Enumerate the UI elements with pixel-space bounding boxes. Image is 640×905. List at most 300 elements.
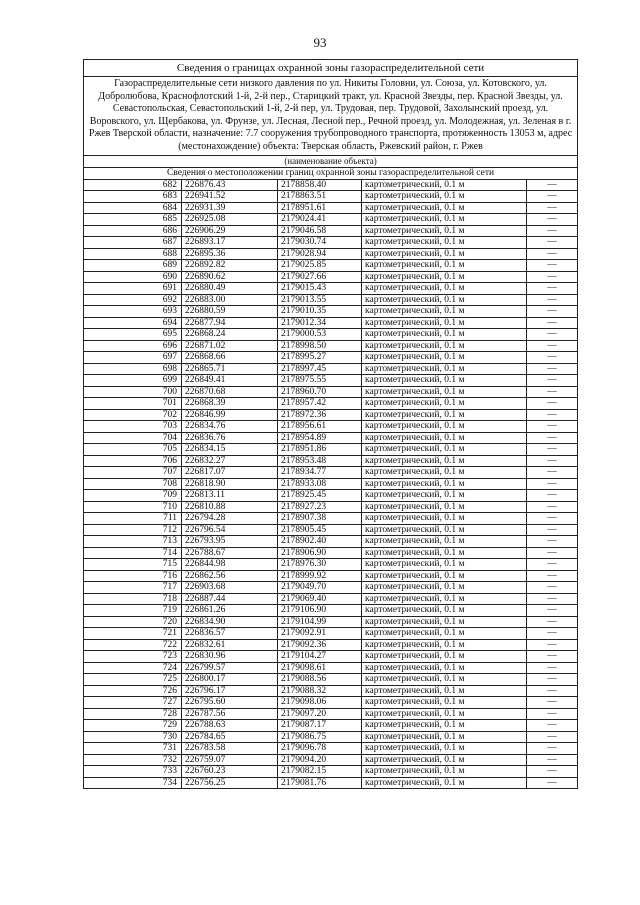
coord-y: 2179087.17	[278, 720, 362, 732]
description-dash: —	[527, 777, 578, 789]
coord-y: 2178975.55	[278, 375, 362, 387]
description-dash: —	[527, 478, 578, 490]
description-dash: —	[527, 570, 578, 582]
description-dash: —	[527, 639, 578, 651]
coord-x: 226760.23	[182, 766, 278, 778]
table-row	[84, 559, 578, 571]
description-dash: —	[527, 421, 578, 433]
title-row	[84, 60, 578, 77]
method-cell: картометрический, 0.1 м	[362, 237, 527, 249]
coord-x: 226895.36	[182, 248, 278, 260]
description-dash: —	[527, 467, 578, 479]
description-dash: —	[527, 260, 578, 272]
coord-x: 226887.44	[182, 593, 278, 605]
table-row	[84, 467, 578, 479]
description-dash: —	[527, 731, 578, 743]
coord-y: 2178925.45	[278, 490, 362, 502]
coord-y: 2178997.45	[278, 363, 362, 375]
coord-x: 226883.00	[182, 294, 278, 306]
coord-x: 226892.82	[182, 260, 278, 272]
point-number: 709	[84, 490, 182, 502]
description-dash: —	[527, 386, 578, 398]
coord-y: 2178933.08	[278, 478, 362, 490]
table-row	[84, 766, 578, 778]
coord-y: 2178960.70	[278, 386, 362, 398]
coord-x: 226817.07	[182, 467, 278, 479]
method-cell: картометрический, 0.1 м	[362, 662, 527, 674]
coord-x: 226890.62	[182, 271, 278, 283]
table-row	[84, 777, 578, 789]
point-number: 711	[84, 513, 182, 525]
table-row	[84, 306, 578, 318]
point-number: 706	[84, 455, 182, 467]
coord-x: 226787.56	[182, 708, 278, 720]
description-dash: —	[527, 708, 578, 720]
coord-y: 2178972.36	[278, 409, 362, 421]
point-number: 697	[84, 352, 182, 364]
coord-x: 226795.60	[182, 697, 278, 709]
coord-y: 2179088.32	[278, 685, 362, 697]
description-dash: —	[527, 536, 578, 548]
table-row	[84, 271, 578, 283]
coord-x: 226925.08	[182, 214, 278, 226]
table-row	[84, 225, 578, 237]
method-cell: картометрический, 0.1 м	[362, 432, 527, 444]
coord-y: 2178998.50	[278, 340, 362, 352]
table-row	[84, 294, 578, 306]
coord-y: 2179015.43	[278, 283, 362, 295]
point-number: 708	[84, 478, 182, 490]
coord-x: 226862.56	[182, 570, 278, 582]
method-cell: картометрический, 0.1 м	[362, 179, 527, 191]
table-row	[84, 409, 578, 421]
table-row	[84, 398, 578, 410]
method-cell: картометрический, 0.1 м	[362, 386, 527, 398]
table-row	[84, 593, 578, 605]
point-number: 726	[84, 685, 182, 697]
object-caption: (наименование объекта)	[84, 155, 578, 167]
point-number: 688	[84, 248, 182, 260]
method-cell: картометрический, 0.1 м	[362, 306, 527, 318]
coord-y: 2178863.51	[278, 191, 362, 203]
method-cell: картометрический, 0.1 м	[362, 605, 527, 617]
method-cell: картометрический, 0.1 м	[362, 375, 527, 387]
description-dash: —	[527, 283, 578, 295]
coord-y: 2179092.91	[278, 628, 362, 640]
description-dash: —	[527, 202, 578, 214]
method-cell: картометрический, 0.1 м	[362, 593, 527, 605]
coord-x: 226813.11	[182, 490, 278, 502]
coord-x: 226788.67	[182, 547, 278, 559]
coord-y: 2178927.23	[278, 501, 362, 513]
table-row	[84, 731, 578, 743]
description-dash: —	[527, 685, 578, 697]
table-row	[84, 754, 578, 766]
point-number: 734	[84, 777, 182, 789]
coord-x: 226834.15	[182, 444, 278, 456]
table-row	[84, 582, 578, 594]
method-cell: картометрический, 0.1 м	[362, 191, 527, 203]
method-cell: картометрический, 0.1 м	[362, 317, 527, 329]
coord-y: 2178858.40	[278, 179, 362, 191]
point-number: 690	[84, 271, 182, 283]
method-cell: картометрический, 0.1 м	[362, 651, 527, 663]
table-row	[84, 363, 578, 375]
coord-y: 2178957.42	[278, 398, 362, 410]
method-cell: картометрический, 0.1 м	[362, 340, 527, 352]
description-dash: —	[527, 593, 578, 605]
method-cell: картометрический, 0.1 м	[362, 271, 527, 283]
method-cell: картометрический, 0.1 м	[362, 363, 527, 375]
table-row	[84, 536, 578, 548]
table-row	[84, 478, 578, 490]
table-title: Сведения о границах охранной зоны газораспределительной сети	[84, 60, 578, 77]
description-dash: —	[527, 697, 578, 709]
coord-y: 2179097.20	[278, 708, 362, 720]
page-number: 93	[313, 35, 327, 50]
point-number: 684	[84, 202, 182, 214]
method-cell: картометрический, 0.1 м	[362, 582, 527, 594]
coord-y: 2179098.61	[278, 662, 362, 674]
point-number: 731	[84, 743, 182, 755]
description-dash: —	[527, 271, 578, 283]
method-cell: картометрический, 0.1 м	[362, 490, 527, 502]
coord-y: 2178905.45	[278, 524, 362, 536]
description-dash: —	[527, 191, 578, 203]
point-number: 715	[84, 559, 182, 571]
point-number: 699	[84, 375, 182, 387]
description-dash: —	[527, 582, 578, 594]
description-dash: —	[527, 754, 578, 766]
coord-x: 226810.88	[182, 501, 278, 513]
coord-x: 226868.24	[182, 329, 278, 341]
point-number: 694	[84, 317, 182, 329]
coord-x: 226868.66	[182, 352, 278, 364]
coord-y: 2179098.06	[278, 697, 362, 709]
point-number: 696	[84, 340, 182, 352]
point-number: 718	[84, 593, 182, 605]
coord-x: 226796.17	[182, 685, 278, 697]
coord-y: 2178954.89	[278, 432, 362, 444]
method-cell: картометрический, 0.1 м	[362, 501, 527, 513]
point-number: 687	[84, 237, 182, 249]
table-row	[84, 444, 578, 456]
method-cell: картометрический, 0.1 м	[362, 398, 527, 410]
method-cell: картометрический, 0.1 м	[362, 708, 527, 720]
point-number: 710	[84, 501, 182, 513]
coord-y: 2179092.36	[278, 639, 362, 651]
method-cell: картометрический, 0.1 м	[362, 409, 527, 421]
point-number: 693	[84, 306, 182, 318]
point-number: 701	[84, 398, 182, 410]
point-number: 685	[84, 214, 182, 226]
description-dash: —	[527, 225, 578, 237]
description-dash: —	[527, 306, 578, 318]
coord-x: 226818.90	[182, 478, 278, 490]
point-number: 730	[84, 731, 182, 743]
coord-x: 226903.68	[182, 582, 278, 594]
coord-y: 2179012.34	[278, 317, 362, 329]
point-number: 722	[84, 639, 182, 651]
description-dash: —	[527, 352, 578, 364]
table-row	[84, 513, 578, 525]
coord-x: 226794.28	[182, 513, 278, 525]
description-dash: —	[527, 513, 578, 525]
point-number: 698	[84, 363, 182, 375]
point-number: 733	[84, 766, 182, 778]
table-row	[84, 639, 578, 651]
coord-y: 2179081.76	[278, 777, 362, 789]
coord-y: 2179028.94	[278, 248, 362, 260]
description-dash: —	[527, 547, 578, 559]
point-number: 682	[84, 179, 182, 191]
description-dash: —	[527, 444, 578, 456]
description-dash: —	[527, 524, 578, 536]
method-cell: картометрический, 0.1 м	[362, 455, 527, 467]
method-cell: картометрический, 0.1 м	[362, 421, 527, 433]
coord-x: 226880.49	[182, 283, 278, 295]
point-number: 692	[84, 294, 182, 306]
point-number: 700	[84, 386, 182, 398]
coord-y: 2179082.15	[278, 766, 362, 778]
point-number: 732	[84, 754, 182, 766]
table-row	[84, 432, 578, 444]
description-dash: —	[527, 340, 578, 352]
method-cell: картометрический, 0.1 м	[362, 697, 527, 709]
table-row	[84, 202, 578, 214]
description-dash: —	[527, 605, 578, 617]
table-row	[84, 605, 578, 617]
coord-x: 226941.52	[182, 191, 278, 203]
point-number: 691	[84, 283, 182, 295]
point-number: 713	[84, 536, 182, 548]
point-number: 725	[84, 674, 182, 686]
method-cell: картометрический, 0.1 м	[362, 685, 527, 697]
table-row	[84, 697, 578, 709]
coord-x: 226793.95	[182, 536, 278, 548]
coord-y: 2179013.55	[278, 294, 362, 306]
description-dash: —	[527, 720, 578, 732]
description-dash: —	[527, 398, 578, 410]
table-row	[84, 179, 578, 191]
table-row	[84, 317, 578, 329]
table-row	[84, 455, 578, 467]
coord-x: 226832.27	[182, 455, 278, 467]
method-cell: картометрический, 0.1 м	[362, 329, 527, 341]
coord-y: 2178902.40	[278, 536, 362, 548]
coord-y: 2178999.92	[278, 570, 362, 582]
point-number: 714	[84, 547, 182, 559]
point-number: 723	[84, 651, 182, 663]
method-cell: картометрический, 0.1 м	[362, 478, 527, 490]
method-cell: картометрический, 0.1 м	[362, 628, 527, 640]
point-number: 717	[84, 582, 182, 594]
method-cell: картометрический, 0.1 м	[362, 467, 527, 479]
section-row	[84, 167, 578, 179]
description-dash: —	[527, 409, 578, 421]
coord-x: 226865.71	[182, 363, 278, 375]
coord-y: 2178951.61	[278, 202, 362, 214]
method-cell: картометрический, 0.1 м	[362, 260, 527, 272]
point-number: 705	[84, 444, 182, 456]
coord-y: 2178956.61	[278, 421, 362, 433]
point-number: 707	[84, 467, 182, 479]
method-cell: картометрический, 0.1 м	[362, 524, 527, 536]
description-dash: —	[527, 329, 578, 341]
coord-x: 226832.61	[182, 639, 278, 651]
point-number: 695	[84, 329, 182, 341]
method-cell: картометрический, 0.1 м	[362, 248, 527, 260]
coord-y: 2179010.35	[278, 306, 362, 318]
method-cell: картометрический, 0.1 м	[362, 570, 527, 582]
coord-y: 2179104.27	[278, 651, 362, 663]
description-dash: —	[527, 237, 578, 249]
description-dash: —	[527, 662, 578, 674]
method-cell: картометрический, 0.1 м	[362, 616, 527, 628]
description-dash: —	[527, 248, 578, 260]
coord-y: 2178951.86	[278, 444, 362, 456]
method-cell: картометрический, 0.1 м	[362, 766, 527, 778]
coord-x: 226796.54	[182, 524, 278, 536]
coord-x: 226788.63	[182, 720, 278, 732]
description-dash: —	[527, 490, 578, 502]
table-row	[84, 214, 578, 226]
section-title: Сведения о местоположении границ охранной зоны газораспределительной сети	[84, 167, 578, 179]
method-cell: картометрический, 0.1 м	[362, 202, 527, 214]
caption-row	[84, 155, 578, 167]
table-row	[84, 674, 578, 686]
description-dash: —	[527, 455, 578, 467]
method-cell: картометрический, 0.1 м	[362, 777, 527, 789]
description-dash: —	[527, 616, 578, 628]
method-cell: картометрический, 0.1 м	[362, 731, 527, 743]
table-row	[84, 628, 578, 640]
coord-y: 2179030.74	[278, 237, 362, 249]
coord-y: 2179046.58	[278, 225, 362, 237]
coord-x: 226893.17	[182, 237, 278, 249]
coord-x: 226799.57	[182, 662, 278, 674]
point-number: 720	[84, 616, 182, 628]
coord-x: 226861.26	[182, 605, 278, 617]
point-number: 719	[84, 605, 182, 617]
description-dash: —	[527, 628, 578, 640]
description-dash: —	[527, 743, 578, 755]
method-cell: картометрический, 0.1 м	[362, 639, 527, 651]
point-number: 683	[84, 191, 182, 203]
point-number: 721	[84, 628, 182, 640]
point-number: 729	[84, 720, 182, 732]
table-row	[84, 191, 578, 203]
method-cell: картометрический, 0.1 м	[362, 513, 527, 525]
description-dash: —	[527, 294, 578, 306]
coord-x: 226931.39	[182, 202, 278, 214]
table-row	[84, 662, 578, 674]
coord-y: 2179069.40	[278, 593, 362, 605]
description-dash: —	[527, 432, 578, 444]
description-dash: —	[527, 559, 578, 571]
coord-x: 226759.07	[182, 754, 278, 766]
table-row	[84, 386, 578, 398]
table-row	[84, 720, 578, 732]
point-number: 686	[84, 225, 182, 237]
coord-y: 2178906.90	[278, 547, 362, 559]
point-number: 703	[84, 421, 182, 433]
point-number: 716	[84, 570, 182, 582]
method-cell: картометрический, 0.1 м	[362, 352, 527, 364]
coord-x: 226784.65	[182, 731, 278, 743]
table-row	[84, 616, 578, 628]
table-row	[84, 490, 578, 502]
coord-y: 2179024.41	[278, 214, 362, 226]
description-dash: —	[527, 179, 578, 191]
object-row	[84, 77, 578, 156]
method-cell: картометрический, 0.1 м	[362, 743, 527, 755]
description-dash: —	[527, 501, 578, 513]
table-row	[84, 248, 578, 260]
table-row	[84, 421, 578, 433]
coord-y: 2178976.30	[278, 559, 362, 571]
table-row	[84, 329, 578, 341]
description-dash: —	[527, 375, 578, 387]
table-row	[84, 524, 578, 536]
coord-x: 226844.98	[182, 559, 278, 571]
description-dash: —	[527, 651, 578, 663]
coord-x: 226834.76	[182, 421, 278, 433]
coord-x: 226800.17	[182, 674, 278, 686]
coord-y: 2179086.75	[278, 731, 362, 743]
method-cell: картометрический, 0.1 м	[362, 444, 527, 456]
description-dash: —	[527, 317, 578, 329]
point-number: 702	[84, 409, 182, 421]
table-row	[84, 237, 578, 249]
table-row	[84, 340, 578, 352]
table-row	[84, 260, 578, 272]
table-row	[84, 547, 578, 559]
table-row	[84, 375, 578, 387]
coord-x: 226756.25	[182, 777, 278, 789]
table-row	[84, 352, 578, 364]
coord-y: 2179088.56	[278, 674, 362, 686]
coord-x: 226849.41	[182, 375, 278, 387]
method-cell: картометрический, 0.1 м	[362, 214, 527, 226]
boundary-table	[83, 59, 578, 789]
point-number: 727	[84, 697, 182, 709]
coord-y: 2179096.78	[278, 743, 362, 755]
coord-x: 226830.96	[182, 651, 278, 663]
coord-y: 2179094.20	[278, 754, 362, 766]
coord-x: 226906.29	[182, 225, 278, 237]
table-row	[84, 501, 578, 513]
point-number: 724	[84, 662, 182, 674]
coord-y: 2179049.70	[278, 582, 362, 594]
method-cell: картометрический, 0.1 м	[362, 536, 527, 548]
method-cell: картометрический, 0.1 м	[362, 225, 527, 237]
coord-x: 226834.90	[182, 616, 278, 628]
method-cell: картометрический, 0.1 м	[362, 283, 527, 295]
coord-x: 226880.59	[182, 306, 278, 318]
coord-y: 2179106.90	[278, 605, 362, 617]
coord-y: 2178934.77	[278, 467, 362, 479]
table-row	[84, 685, 578, 697]
description-dash: —	[527, 363, 578, 375]
coord-y: 2178953.48	[278, 455, 362, 467]
coord-x: 226846.99	[182, 409, 278, 421]
point-number: 712	[84, 524, 182, 536]
table-row	[84, 743, 578, 755]
table-row	[84, 651, 578, 663]
method-cell: картометрический, 0.1 м	[362, 547, 527, 559]
coord-x: 226870.68	[182, 386, 278, 398]
